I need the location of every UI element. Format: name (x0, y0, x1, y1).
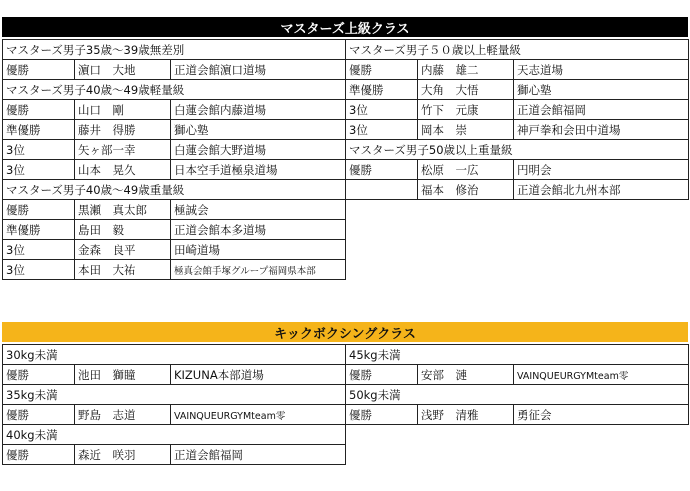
name-cell: 竹下 元康 (418, 100, 514, 120)
kickboxing-right-table (345, 344, 689, 425)
division-header: 45kg未満 (346, 345, 689, 365)
dojo-cell: VAINQUEURGYMteam零 (514, 365, 689, 385)
result-row (3, 60, 346, 80)
division-header: 30kg未満 (3, 345, 346, 365)
result-row (346, 120, 689, 140)
dojo-cell: 田崎道場 (171, 240, 346, 260)
rank-cell: 準優勝 (3, 220, 75, 240)
result-row (346, 160, 689, 180)
result-row (346, 180, 689, 200)
name-cell: 山口 剛 (75, 100, 171, 120)
division-header-row (346, 385, 689, 405)
division-header: 40kg未満 (3, 425, 346, 445)
result-row (346, 365, 689, 385)
name-cell: 本田 大祐 (75, 260, 171, 280)
rank-cell: 3位 (3, 240, 75, 260)
result-row (3, 160, 346, 180)
division-header: マスターズ男子40歳〜49歳軽量級 (3, 80, 346, 100)
rank-cell: 3位 (346, 100, 418, 120)
result-row (3, 220, 346, 240)
rank-cell: 優勝 (346, 405, 418, 425)
kickboxing-class-title: キックボクシングクラス (274, 326, 416, 342)
rank-cell: 優勝 (3, 100, 75, 120)
dojo-cell: 正道会館本多道場 (171, 220, 346, 240)
rank-cell: 優勝 (3, 445, 75, 465)
dojo-cell: 獅心塾 (171, 120, 346, 140)
rank-cell: 優勝 (346, 60, 418, 80)
dojo-cell: 神戸拳和会田中道場 (514, 120, 689, 140)
masters-class-title: マスターズ上級クラス (280, 21, 410, 37)
dojo-cell: 勇征会 (514, 405, 689, 425)
dojo-cell: 天志道場 (514, 60, 689, 80)
division-header: マスターズ男子35歳〜39歳無差別 (3, 40, 346, 60)
division-header: マスターズ男子50歳以上重量級 (346, 140, 689, 160)
dojo-cell: 正道会館濵口道場 (171, 60, 346, 80)
result-row (346, 100, 689, 120)
result-row (3, 200, 346, 220)
division-header-row (3, 180, 346, 200)
dojo-cell: KIZUNA本部道場 (171, 365, 346, 385)
result-row (3, 240, 346, 260)
name-cell: 黒瀬 真太郎 (75, 200, 171, 220)
rank-cell: 優勝 (346, 365, 418, 385)
result-row (346, 80, 689, 100)
name-cell: 森近 咲羽 (75, 445, 171, 465)
division-header-row (3, 345, 346, 365)
dojo-cell: VAINQUEURGYMteam零 (171, 405, 346, 425)
dojo-cell: 白蓮会館大野道場 (171, 140, 346, 160)
rank-cell: 優勝 (3, 365, 75, 385)
name-cell: 内藤 雄二 (418, 60, 514, 80)
division-header-row (346, 140, 689, 160)
name-cell: 安部 漣 (418, 365, 514, 385)
name-cell: 濵口 大地 (75, 60, 171, 80)
result-row (3, 100, 346, 120)
dojo-cell: 正道会館福岡 (514, 100, 689, 120)
dojo-cell: 円明会 (514, 160, 689, 180)
division-header-row (346, 345, 689, 365)
result-row (3, 365, 346, 385)
result-row (3, 140, 346, 160)
kickboxing-left-table (2, 344, 346, 465)
division-header-row (346, 40, 689, 60)
name-cell: 大角 大悟 (418, 80, 514, 100)
dojo-cell: 日本空手道極泉道場 (171, 160, 346, 180)
dojo-cell: 獅心塾 (514, 80, 689, 100)
name-cell: 島田 毅 (75, 220, 171, 240)
result-row (3, 405, 346, 425)
name-cell: 藤井 得勝 (75, 120, 171, 140)
rank-cell: 優勝 (3, 405, 75, 425)
division-header-row (3, 425, 346, 445)
result-row (3, 445, 346, 465)
name-cell: 岡本 崇 (418, 120, 514, 140)
kickboxing-class-banner (2, 322, 688, 342)
division-header: 50kg未満 (346, 385, 689, 405)
rank-cell: 3位 (3, 260, 75, 280)
result-row (3, 120, 346, 140)
result-row (346, 405, 689, 425)
rank-cell: 優勝 (3, 60, 75, 80)
dojo-cell: 極誠会 (171, 200, 346, 220)
rank-cell: 3位 (346, 120, 418, 140)
dojo-cell: 白蓮会館内藤道場 (171, 100, 346, 120)
division-header: マスターズ男子40歳〜49歳重量級 (3, 180, 346, 200)
rank-cell: 3位 (3, 160, 75, 180)
name-cell: 松原 一広 (418, 160, 514, 180)
dojo-cell: 極真会館手塚グループ福岡県本部 (171, 260, 346, 280)
rank-cell: 優勝 (346, 160, 418, 180)
division-header: マスターズ男子５０歳以上軽量級 (346, 40, 689, 60)
division-header-row (3, 385, 346, 405)
rank-cell: 3位 (3, 140, 75, 160)
rank-cell: 準優勝 (3, 120, 75, 140)
rank-cell: 優勝 (3, 200, 75, 220)
name-cell: 池田 獅瞳 (75, 365, 171, 385)
rank-cell (346, 180, 418, 200)
result-row (346, 60, 689, 80)
result-row (3, 260, 346, 280)
name-cell: 山本 晃久 (75, 160, 171, 180)
masters-class-banner (2, 17, 688, 37)
name-cell: 福本 修治 (418, 180, 514, 200)
masters-left-table (2, 39, 346, 280)
name-cell: 金森 良平 (75, 240, 171, 260)
rank-cell: 準優勝 (346, 80, 418, 100)
name-cell: 浅野 清雅 (418, 405, 514, 425)
division-header-row (3, 40, 346, 60)
division-header: 35kg未満 (3, 385, 346, 405)
dojo-cell: 正道会館福岡 (171, 445, 346, 465)
masters-right-table (345, 39, 689, 200)
name-cell: 野島 志道 (75, 405, 171, 425)
division-header-row (3, 80, 346, 100)
name-cell: 矢ヶ部一幸 (75, 140, 171, 160)
dojo-cell: 正道会館北九州本部 (514, 180, 689, 200)
